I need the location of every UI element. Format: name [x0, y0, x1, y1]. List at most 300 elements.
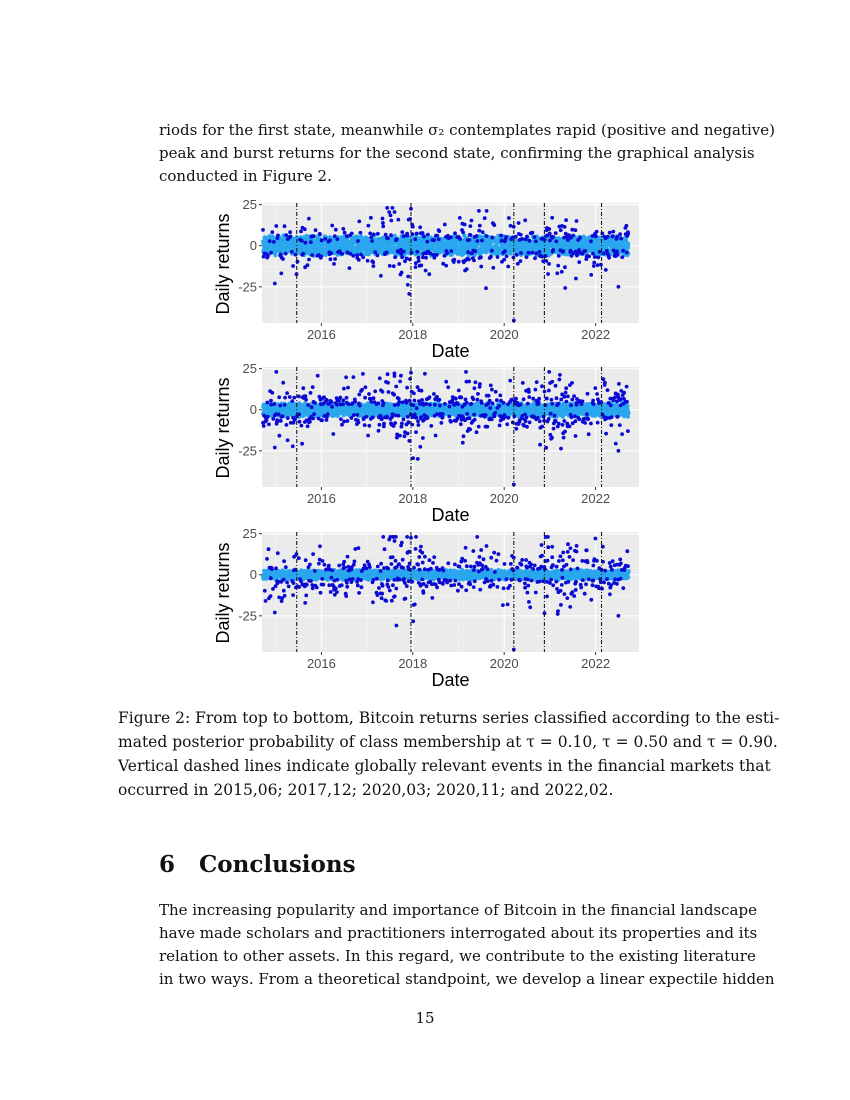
- data-point-state2: [502, 258, 506, 262]
- data-point-state2: [438, 404, 442, 408]
- data-point-state2: [269, 399, 273, 403]
- data-point-state2: [473, 386, 477, 390]
- data-point-state2: [456, 402, 460, 406]
- data-point-state2: [547, 417, 551, 421]
- data-point-state2: [538, 419, 542, 423]
- data-point-state2: [530, 251, 534, 255]
- data-point-state2: [443, 402, 447, 406]
- data-point-state2: [581, 400, 585, 404]
- data-point-state2: [448, 405, 452, 409]
- data-point-state2: [309, 391, 313, 395]
- data-point-state2: [476, 398, 480, 402]
- data-point-state2: [587, 254, 591, 258]
- data-point-state2: [405, 234, 409, 238]
- data-point-state2: [527, 251, 531, 255]
- data-point-state2: [462, 434, 466, 438]
- data-point-state2: [400, 271, 404, 275]
- data-point-state2: [388, 264, 392, 268]
- data-point-state2: [593, 386, 597, 390]
- data-point-state2: [312, 412, 316, 416]
- x-tick-label: 2016: [306, 327, 336, 342]
- data-point-state2: [547, 227, 551, 231]
- data-point-state2: [547, 262, 551, 266]
- data-point-state2: [437, 229, 441, 233]
- data-point-state2: [342, 398, 346, 402]
- data-point-state2: [496, 255, 500, 259]
- data-point-state2: [444, 264, 448, 268]
- data-point-state2: [355, 413, 359, 417]
- data-point-state2: [587, 432, 591, 436]
- data-point-state2: [417, 256, 421, 260]
- data-point-state2: [599, 263, 603, 267]
- data-point-state2: [333, 234, 337, 238]
- data-point-state2: [625, 224, 629, 228]
- data-point-state2: [577, 260, 581, 264]
- data-point-state2: [519, 251, 523, 255]
- data-point-state2: [472, 413, 476, 417]
- data-point-state2: [397, 397, 401, 401]
- data-point-state2: [409, 207, 413, 211]
- data-point-state2: [457, 389, 461, 393]
- data-point-state2: [342, 387, 346, 391]
- data-point-state2: [566, 395, 570, 399]
- data-point-state2: [284, 233, 288, 237]
- scatter-panel-tau-050: [205, 359, 645, 524]
- data-point-state2: [484, 413, 488, 417]
- data-point-state2: [396, 218, 400, 222]
- data-point-state2: [270, 230, 274, 234]
- data-point-state2: [301, 386, 305, 390]
- data-point-state2: [311, 385, 315, 389]
- data-point-state2: [570, 398, 574, 402]
- data-point-state2: [489, 255, 493, 259]
- data-point-state2: [478, 224, 482, 228]
- data-point-state2: [389, 233, 393, 237]
- data-point-state2: [384, 233, 388, 237]
- data-point-state2: [469, 402, 473, 406]
- data-point-state2: [583, 249, 587, 253]
- data-point-state2: [417, 423, 421, 427]
- data-point-state2: [410, 251, 414, 255]
- data-point-state2: [527, 390, 531, 394]
- data-point-state2: [521, 381, 525, 385]
- data-point-state2: [400, 230, 404, 234]
- data-point-state2: [306, 424, 310, 428]
- data-point-state2: [266, 401, 270, 405]
- data-point-state2: [435, 253, 439, 257]
- data-point-state2: [296, 260, 300, 264]
- data-point-state2: [414, 430, 418, 434]
- x-tick-label: 2022: [581, 327, 611, 342]
- data-point-state2: [578, 417, 582, 421]
- data-point-state2: [498, 394, 502, 398]
- data-point-state2: [277, 412, 281, 416]
- data-point-state2: [318, 232, 322, 236]
- data-point-state2: [483, 216, 487, 220]
- data-point-state2: [611, 230, 615, 234]
- data-point-state2: [505, 254, 509, 258]
- data-point-state2: [270, 391, 274, 395]
- data-point-state2: [370, 239, 374, 243]
- data-point-state2: [300, 239, 304, 243]
- data-point-state2: [426, 233, 430, 237]
- data-point-state2: [594, 234, 598, 238]
- data-point-state2: [569, 249, 573, 253]
- data-point-state2: [497, 404, 501, 408]
- data-point-state2: [340, 423, 344, 427]
- data-point-state2: [414, 416, 418, 420]
- data-point-state2: [397, 414, 401, 418]
- data-point-state2: [389, 214, 393, 218]
- data-point-state2: [554, 240, 558, 244]
- data-point-state2: [559, 447, 563, 451]
- data-point-state2: [534, 252, 538, 256]
- data-point-state2: [343, 231, 347, 235]
- data-point-state2: [485, 209, 489, 213]
- data-point-state2: [564, 218, 568, 222]
- data-point-state2: [371, 416, 375, 420]
- data-point-state2: [547, 389, 551, 393]
- data-point-state2: [524, 419, 528, 423]
- data-point-state2: [508, 379, 512, 383]
- data-point-state2: [478, 382, 482, 386]
- data-point-state2: [461, 441, 465, 445]
- data-point-state2: [352, 375, 356, 379]
- data-point-state2: [424, 269, 428, 273]
- data-point-state2: [491, 402, 495, 406]
- data-point-state2: [265, 418, 269, 422]
- data-point-state2: [499, 234, 503, 238]
- data-point-state2: [572, 394, 576, 398]
- data-point-state2: [467, 238, 471, 242]
- data-point-state2: [352, 413, 356, 417]
- data-point-state2: [607, 256, 611, 260]
- data-point-state2: [554, 231, 558, 235]
- data-point-state2: [475, 430, 479, 434]
- data-point-state2: [379, 274, 383, 278]
- data-point-state2: [461, 230, 465, 234]
- data-point-state2: [506, 265, 510, 269]
- data-point-state2: [481, 230, 485, 234]
- data-point-state2: [335, 403, 339, 407]
- data-point-state2: [463, 223, 467, 227]
- data-point-state2: [586, 392, 590, 396]
- data-point-state2: [528, 239, 532, 243]
- data-point-state2: [464, 370, 468, 374]
- data-point-state2: [565, 400, 569, 404]
- data-point-state2: [476, 392, 480, 396]
- data-point-state2: [563, 395, 567, 399]
- data-point-state2: [425, 240, 429, 244]
- data-point-state2: [395, 237, 399, 241]
- data-point-state2: [288, 395, 292, 399]
- data-point-state2: [304, 398, 308, 402]
- data-point-state2: [281, 414, 285, 418]
- data-point-state2: [465, 267, 469, 271]
- data-point-state2: [449, 420, 453, 424]
- data-point-state2: [550, 436, 554, 440]
- data-point-state2: [330, 405, 334, 409]
- y-tick-label: 0: [249, 238, 257, 254]
- data-point-state2: [361, 372, 365, 376]
- data-point-state2: [435, 412, 439, 416]
- data-point-state2: [534, 240, 538, 244]
- data-point-state2: [619, 237, 623, 241]
- data-point-state2: [596, 421, 600, 425]
- data-point-state2: [519, 259, 523, 263]
- data-point-state2: [428, 403, 432, 407]
- data-point-state2: [615, 250, 619, 254]
- data-point-state2: [369, 216, 373, 220]
- data-point-state2: [378, 376, 382, 380]
- data-point-state2: [341, 402, 345, 406]
- data-point-state2: [381, 217, 385, 221]
- data-point-state2: [561, 423, 565, 427]
- data-point-state2: [491, 266, 495, 270]
- data-point-state2: [378, 423, 382, 427]
- data-point-state2: [367, 392, 371, 396]
- data-point-state2: [519, 233, 523, 237]
- data-point-state2: [272, 402, 276, 406]
- data-point-state2: [397, 262, 401, 266]
- data-point-state2: [262, 424, 266, 428]
- data-point-state2: [286, 438, 290, 442]
- data-point-state2: [329, 257, 333, 261]
- data-point-state2: [490, 418, 494, 422]
- y-tick-label: 25: [242, 197, 257, 213]
- data-point-state2: [561, 249, 565, 253]
- data-point-state2: [452, 258, 456, 262]
- data-point-state2: [303, 227, 307, 231]
- data-point-state2: [406, 283, 410, 287]
- data-point-state2: [555, 271, 559, 275]
- data-point-state2: [479, 265, 483, 269]
- data-point-state2: [459, 396, 463, 400]
- data-point-state2: [406, 415, 410, 419]
- data-point-state2: [495, 398, 499, 402]
- data-point-state2: [274, 370, 278, 374]
- data-point-state2: [398, 434, 402, 438]
- data-point-state2: [385, 206, 389, 210]
- data-point-state2: [421, 436, 425, 440]
- data-point-state2: [428, 395, 432, 399]
- data-point-state2: [312, 234, 316, 238]
- data-point-state2: [592, 264, 596, 268]
- plot-background: [262, 203, 639, 323]
- data-point-state2: [309, 240, 313, 244]
- data-point-state2: [350, 232, 354, 236]
- data-point-state2: [608, 231, 612, 235]
- data-point-state2: [346, 386, 350, 390]
- data-point-state2: [433, 403, 437, 407]
- data-point-state2: [365, 415, 369, 419]
- data-point-state2: [549, 412, 553, 416]
- data-point-state2: [278, 404, 282, 408]
- data-point-state2: [334, 228, 338, 232]
- y-axis-label: Daily returns: [213, 213, 233, 315]
- text-line: peak and burst returns for the second state, confirming the graphical analysis: [159, 144, 755, 162]
- data-point-state2: [273, 282, 277, 286]
- data-point-state2: [269, 251, 273, 255]
- data-point-state2: [397, 400, 401, 404]
- text-line: riods for the first state, meanwhile σ₂ contemplates rapid (positive and negative): [159, 121, 775, 139]
- data-point-state2: [338, 396, 342, 400]
- data-point-state2: [454, 397, 458, 401]
- data-point-state2: [415, 250, 419, 254]
- data-point-state2: [366, 434, 370, 438]
- data-point-state2: [386, 372, 390, 376]
- data-point-state2: [453, 231, 457, 235]
- data-point-state2: [366, 259, 370, 263]
- data-point-state2: [515, 253, 519, 257]
- data-point-state2: [376, 401, 380, 405]
- data-point-state2: [540, 425, 544, 429]
- data-point-state2: [320, 418, 324, 422]
- data-point-state2: [424, 402, 428, 406]
- data-point-state2: [415, 232, 419, 236]
- data-point-state2: [586, 417, 590, 421]
- body-paragraph-top: [159, 119, 775, 188]
- data-point-state2: [540, 255, 544, 259]
- data-point-state2: [554, 384, 558, 388]
- data-point-state2: [494, 390, 498, 394]
- data-point-state2: [595, 392, 599, 396]
- x-axis-label: Date: [431, 341, 470, 360]
- data-point-state2: [489, 384, 493, 388]
- data-point-state2: [550, 216, 554, 220]
- data-point-state2: [289, 235, 293, 239]
- data-point-state2: [575, 219, 579, 223]
- data-point-state2: [480, 239, 484, 243]
- data-point-state2: [525, 255, 529, 259]
- data-point-state2: [531, 397, 535, 401]
- data-point-state2: [445, 251, 449, 255]
- data-point-state2: [278, 434, 282, 438]
- data-point-state2: [351, 254, 355, 258]
- data-point-state2: [488, 399, 492, 403]
- data-point-state2: [393, 210, 397, 214]
- data-point-state2: [537, 400, 541, 404]
- data-point-state2: [344, 375, 348, 379]
- data-point-state2: [449, 249, 453, 253]
- data-point-state2: [564, 386, 568, 390]
- data-point-state2: [358, 404, 362, 408]
- data-point-state2: [266, 254, 270, 258]
- data-point-state2: [592, 261, 596, 265]
- data-point-state2: [299, 230, 303, 234]
- data-point-state2: [570, 415, 574, 419]
- data-point-state2: [346, 419, 350, 423]
- data-point-state2: [267, 422, 271, 426]
- data-point-state2: [503, 249, 507, 253]
- data-point-state2: [547, 370, 551, 374]
- data-point-state2: [457, 260, 461, 264]
- data-point-state2: [398, 380, 402, 384]
- data-point-state2: [538, 250, 542, 254]
- data-point-state2: [577, 248, 581, 252]
- data-point-state2: [310, 405, 314, 409]
- data-point-state2: [477, 209, 481, 213]
- data-point-state2: [361, 255, 365, 259]
- data-point-state2: [531, 231, 535, 235]
- data-point-state2: [373, 250, 377, 254]
- data-point-state2: [345, 234, 349, 238]
- data-point-state2: [262, 255, 266, 259]
- data-point-state2: [285, 391, 289, 395]
- data-point-state2: [420, 398, 424, 402]
- data-point-state2: [357, 393, 361, 397]
- data-point-state2: [340, 252, 344, 256]
- data-point-state2: [406, 275, 410, 279]
- data-point-state2: [574, 228, 578, 232]
- data-point-state2: [447, 415, 451, 419]
- data-point-state2: [526, 402, 530, 406]
- data-point-state2: [568, 424, 572, 428]
- data-point-state2: [615, 235, 619, 239]
- plot-background: [262, 367, 639, 487]
- data-point-state2: [558, 378, 562, 382]
- data-point-state2: [536, 416, 540, 420]
- data-point-state2: [371, 260, 375, 264]
- data-point-state2: [380, 417, 384, 421]
- data-point-state2: [286, 416, 290, 420]
- data-point-state2: [504, 235, 508, 239]
- data-point-state2: [333, 257, 337, 261]
- data-point-state2: [382, 422, 386, 426]
- data-point-state2: [435, 234, 439, 238]
- data-point-state2: [387, 390, 391, 394]
- data-point-state2: [574, 419, 578, 423]
- data-point-state2: [525, 416, 529, 420]
- data-point-state2: [314, 228, 318, 232]
- data-point-state2: [413, 237, 417, 241]
- data-point-state2: [534, 388, 538, 392]
- data-point-state2: [514, 397, 518, 401]
- data-point-state2: [593, 255, 597, 259]
- data-point-state2: [323, 237, 327, 241]
- data-point-state2: [399, 374, 403, 378]
- data-point-state2: [297, 413, 301, 417]
- data-point-state2: [311, 417, 315, 421]
- data-point-state2: [310, 253, 314, 257]
- data-point-state2: [434, 434, 438, 438]
- data-point-state2: [546, 272, 550, 276]
- data-point-state2: [389, 219, 393, 223]
- data-point-state2: [490, 249, 494, 253]
- data-point-state2: [381, 221, 385, 225]
- data-point-state2: [369, 400, 373, 404]
- data-point-state2: [416, 457, 420, 461]
- data-point-state2: [335, 237, 339, 241]
- data-point-state2: [328, 239, 332, 243]
- data-point-state2: [525, 235, 529, 239]
- data-point-state2: [473, 249, 477, 253]
- data-point-state2: [342, 420, 346, 424]
- data-point-state2: [393, 403, 397, 407]
- data-point-state2: [429, 424, 433, 428]
- data-point-state2: [437, 238, 441, 242]
- data-point-state2: [626, 232, 630, 236]
- data-point-state2: [612, 249, 616, 253]
- data-point-state2: [393, 421, 397, 425]
- data-point-state2: [596, 263, 600, 267]
- data-point-state2: [441, 412, 445, 416]
- data-point-state2: [364, 385, 368, 389]
- data-point-state2: [563, 265, 567, 269]
- data-point-state2: [402, 418, 406, 422]
- data-point-state2: [505, 422, 509, 426]
- data-point-state2: [606, 235, 610, 239]
